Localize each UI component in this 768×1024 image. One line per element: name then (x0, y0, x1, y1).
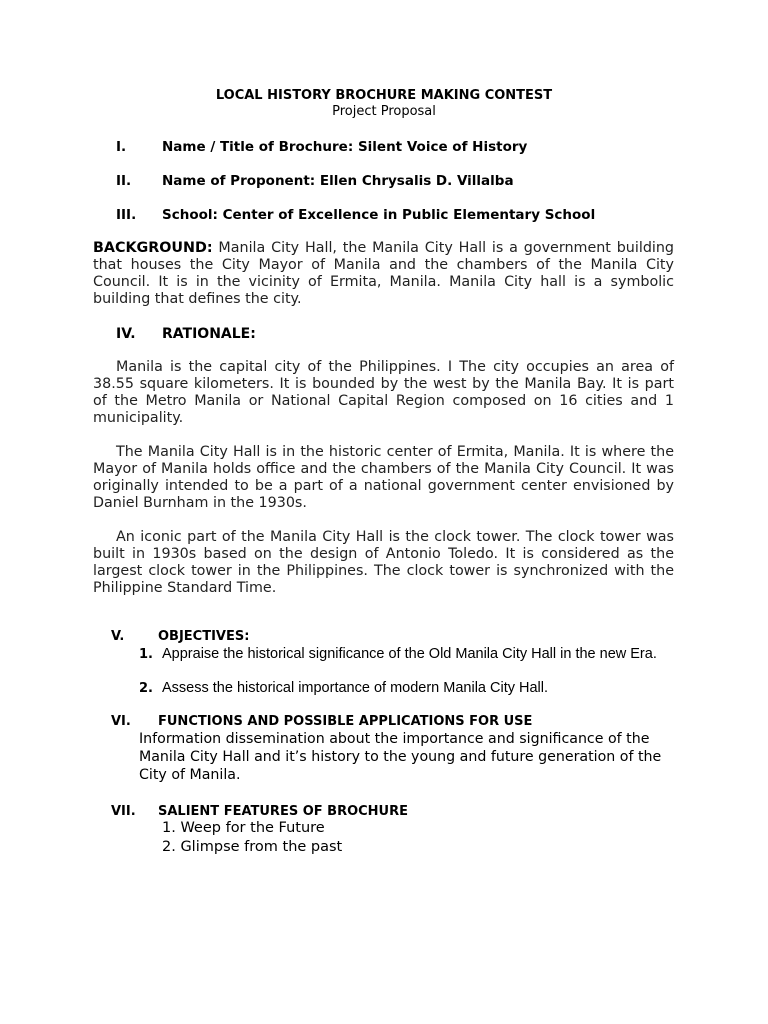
section-number: II. (116, 173, 132, 189)
background-text: Manila City Hall, the Manila City Hall is a government building that houses the City Mayor of Manila and the chambers of the Manila City Council. It is in the vicinity of Ermita, Manila. Manila City hall is a symbolic building that defines the city. (93, 240, 674, 308)
objective-number: 1. (139, 647, 153, 662)
objective-item (139, 646, 679, 663)
objective-text: Assess the historical importance of modern Manila City Hall. (162, 680, 549, 696)
objectives-heading: OBJECTIVES: (158, 629, 250, 644)
section-number: IV. (116, 326, 136, 342)
rationale-paragraph-1: Manila is the capital city of the Philippines. I The city occupies an area of 38.55 square kilometers. It is bounded by the west by the Manila Bay. It is part of the Metro Manila or National Capital Region composed on 16 cities and 1 municipality. (93, 359, 674, 427)
section-number: III. (116, 207, 137, 223)
feature-item: 2. Glimpse from the past (162, 839, 343, 855)
document-title: LOCAL HISTORY BROCHURE MAKING CONTEST (215, 88, 553, 103)
objective-number: 2. (139, 681, 153, 696)
proponent-line: Name of Proponent: Ellen Chrysalis D. Villalba (162, 173, 514, 189)
section-number: I. (116, 139, 127, 155)
section-number: V. (111, 629, 125, 644)
document-subtitle: Project Proposal (332, 104, 436, 119)
rationale-heading: RATIONALE: (162, 326, 256, 342)
objective-text: Appraise the historical significance of the Old Manila City Hall in the new Era. (162, 646, 657, 662)
background-paragraph (93, 240, 674, 308)
rationale-paragraph-3: An iconic part of the Manila City Hall is the clock tower. The clock tower was built in 1930s based on the design of Antonio Toledo. It is considered as the largest clock tower in the Philippines. The clock tower is synchronized with the Philippine Standard Time. (93, 529, 674, 597)
features-heading: SALIENT FEATURES OF BROCHURE (158, 804, 409, 819)
rationale-paragraph-2: The Manila City Hall is in the historic center of Ermita, Manila. It is where the Mayor of Manila holds office and the chambers of the Manila City Council. It was originally intended to be a part of a national government center envisioned by Daniel Burnham in the 1930s. (93, 444, 674, 512)
feature-item: 1. Weep for the Future (162, 820, 325, 836)
section-number: VII. (111, 804, 136, 819)
objective-item (139, 680, 679, 697)
school-line: School: Center of Excellence in Public Elementary School (162, 207, 596, 223)
functions-text: Information dissemination about the importance and significance of the Manila City Hall and it’s history to the young and future generation of the City of Manila. (139, 731, 662, 783)
background-label: BACKGROUND: (93, 240, 213, 256)
section-number: VI. (111, 714, 131, 729)
functions-heading: FUNCTIONS AND POSSIBLE APPLICATIONS FOR USE (158, 714, 533, 729)
brochure-title-line: Name / Title of Brochure: Silent Voice of History (162, 139, 528, 155)
